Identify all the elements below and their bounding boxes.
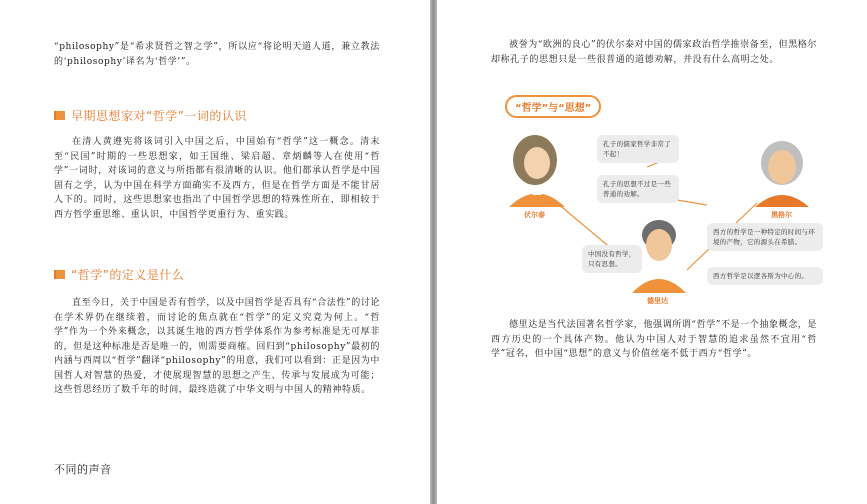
illustration-title: “哲学”与“思想” <box>505 95 601 118</box>
section2-paragraph: 直至今日，关于中国是否有哲学，以及中国哲学是否具有“合法性”的讨论在学术界仍在继续着，而讨论的焦点就在“哲学”的定义究竟为何上。“哲学”作为一个外来概念，以其诞生地的西方哲学体系作为参考标准是无可厚非的，但是这种标准是否是唯一的，则需要商榷。回归到“philosophy”最初的内涵与西周以“哲学”翻译“philosophy”的用意，我们可以看到：正是因为中国哲人对智慧的热爱，才使展现智慧的思想之产生、传承与发展成为可能；这些哲思经历了数千年的时间，最终造就了中华文明与中国人的精神特质。 <box>54 298 381 395</box>
bottom-paragraph: 德里达是当代法国著名哲学家，他强调所谓“哲学”不是一个抽象概念，是西方历史的一个具体产物。他认为中国人对于智慧的追求虽然不宜用“哲学”冠名，但中国“思想”的意义与价值丝毫不低于西方“哲学”。 <box>491 320 818 359</box>
right-page <box>437 0 867 504</box>
voltaire-speech-bubble-2: 孔子的思想不过是一些普通的劝解。 <box>597 175 679 203</box>
section1-paragraph: 在清人黄遵宪将该词引入中国之后，中国始有“哲学”这一概念。清末至“民国”时期的一些思想家，如王国维、梁启超、章炳麟等人在使用“哲学”一词时，对该词的意义与所指都有很清晰的认识。他们都承认哲学是中国固有之学，认为中国在科学方面确实不及西方，但是在哲学方面是不能甘居人下的。同时，这些思想家也指出了中国哲学思想的特殊性所在，即相较于西方哲学重思维、重认识，中国哲学更重行为、重实践。 <box>54 137 380 220</box>
voltaire-label: 伏尔泰 <box>524 211 545 219</box>
heading-bullet-icon <box>54 270 65 279</box>
derrida-label: 德里达 <box>647 297 668 305</box>
bottom-heading: 不同的声音 <box>54 463 112 476</box>
heading-bullet-icon <box>54 111 65 120</box>
hegel-label: 黑格尔 <box>771 211 792 219</box>
voltaire-speech-bubble-1: 孔子的儒家哲学非常了不起！ <box>597 135 679 163</box>
hegel-portrait-icon <box>755 141 809 207</box>
section1-heading <box>54 107 247 124</box>
section2-heading <box>54 266 184 283</box>
hegel-speech-bubble-1: 西方的哲学是一种特定的时间与环境的产物，它的源头在希腊。 <box>707 223 823 251</box>
philosophy-thought-illustration <box>497 95 817 310</box>
section2-heading-text: “哲学”的定义是什么 <box>71 268 185 282</box>
book-spine <box>430 0 437 504</box>
derrida-speech-bubble: 中国没有哲学，只有思想。 <box>582 245 642 273</box>
voltaire-portrait-icon <box>509 135 565 207</box>
intro-paragraph: “philosophy”是“希求贤哲之智之学”，所以应“将论明天道人道，兼立教法的‘philosophy’译名为‘哲学’”。 <box>54 42 380 67</box>
section1-heading-text: 早期思想家对“哲学”一词的认识 <box>71 109 247 123</box>
top-paragraph: 被誉为“欧洲的良心”的伏尔泰对中国的儒家政治哲学推崇备至，但黑格尔却称孔子的思想只是一些很普通的道德劝解，并没有什么高明之处。 <box>491 40 818 65</box>
hegel-speech-bubble-2: 西方哲学是以逻各斯为中心的。 <box>707 267 823 285</box>
left-page <box>0 0 430 504</box>
